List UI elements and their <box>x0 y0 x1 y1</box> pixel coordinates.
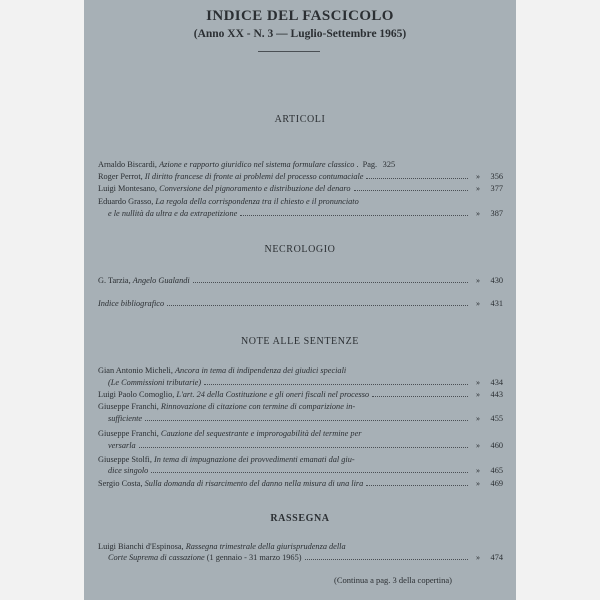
entry-page: 460 <box>490 441 503 450</box>
entry-text <box>98 298 164 310</box>
entry-page: 325 <box>382 160 396 169</box>
entry-page: 431 <box>490 299 503 308</box>
ditto-mark: » <box>476 441 480 450</box>
entry-title: In tema di impugnazione dei provvedimenti emanati dal giu- <box>154 455 355 464</box>
index-entry <box>98 196 503 208</box>
entry-author: Luigi Montesano, <box>98 184 157 193</box>
entry-page: 387 <box>490 209 503 218</box>
entry-title: L'art. 24 della Costituzione e gli oneri fiscali nel processo <box>176 390 370 399</box>
page-title: INDICE DEL FASCICOLO <box>206 8 394 24</box>
entry-title-cont: Corte Suprema di cassazione <box>108 553 205 562</box>
dot-leader <box>240 208 468 216</box>
page-label: Pag. <box>362 160 378 169</box>
entry-title: Cauzione del sequestrante e improrogabilità del termine per <box>160 429 362 438</box>
entry-author: G. Tarzia, <box>98 276 131 285</box>
entry-author: Giuseppe Franchi, <box>98 429 159 438</box>
dot-leader <box>151 465 468 473</box>
index-entry-continuation <box>108 377 503 389</box>
entry-page: 434 <box>490 378 503 387</box>
section-heading-necrologio: NECROLOGIO <box>264 244 336 255</box>
entry-author: Sergio Costa, <box>98 479 143 488</box>
index-entry <box>98 275 503 287</box>
ditto-mark: » <box>476 209 480 218</box>
index-entry-continuation <box>108 413 503 425</box>
index-entry <box>98 389 503 401</box>
entry-author: Luigi Bianchi d'Espinosa, <box>98 542 184 551</box>
entry-text <box>108 465 148 477</box>
entry-text <box>108 377 201 389</box>
entry-text <box>98 171 363 183</box>
entry-page: 443 <box>490 390 503 399</box>
entry-title-cont: (Le Commissioni tributarie) <box>108 378 202 387</box>
ditto-mark: » <box>476 378 480 387</box>
entry-title: Rinnovazione di citazione con termine di comparizione in- <box>160 402 356 411</box>
section-heading-note: NOTE ALLE SENTENZE <box>240 336 359 347</box>
entry-page: 430 <box>490 276 503 285</box>
entry-text <box>108 552 302 564</box>
entry-author: Arnaldo Biscardi, <box>98 160 157 169</box>
title-divider <box>258 51 320 52</box>
dot-leader <box>372 389 468 397</box>
index-entry-continuation <box>108 208 503 220</box>
index-entry <box>98 171 503 183</box>
dot-leader <box>145 413 468 421</box>
index-entry-continuation <box>108 465 503 477</box>
index-entry <box>98 365 503 377</box>
entry-page: 474 <box>490 553 503 562</box>
entry-title: Azione e rapporto giuridico nel sistema formulare classico <box>159 160 355 169</box>
entry-page: 469 <box>490 479 503 488</box>
index-entry <box>98 159 503 171</box>
dot-leader <box>354 183 469 191</box>
dot-leader <box>167 298 468 306</box>
index-entry <box>98 478 503 490</box>
entry-title: Sulla domanda di risarcimento del danno nella misura di una lira <box>144 479 364 488</box>
entry-text <box>98 365 346 377</box>
entry-author: Giuseppe Stolfi, <box>98 455 152 464</box>
index-entry <box>98 298 503 310</box>
ditto-mark: » <box>476 466 480 475</box>
entry-author: Roger Perrot, <box>98 172 143 181</box>
ditto-mark: » <box>476 172 480 181</box>
dot-leader <box>366 171 468 179</box>
entry-dates: (1 gennaio - 31 marzo 1965) <box>206 553 302 562</box>
dot-leader <box>366 478 468 486</box>
ditto-mark: » <box>476 479 480 488</box>
entry-text <box>98 428 361 440</box>
ditto-mark: » <box>476 276 480 285</box>
dot-leader <box>305 552 469 560</box>
entry-page: 377 <box>490 184 503 193</box>
entry-text <box>108 413 142 425</box>
entry-author: Luigi Paolo Comoglio, <box>98 390 175 399</box>
entry-title-cont: sufficiente <box>108 414 143 423</box>
section-heading-articoli: ARTICOLI <box>274 114 326 125</box>
entry-text <box>98 389 369 401</box>
ditto-mark: » <box>476 553 480 562</box>
entry-text <box>98 478 363 490</box>
entry-title: Ancora in tema di indipendenza dei giudici speciali <box>174 366 347 375</box>
entry-author: Giuseppe Franchi, <box>98 402 159 411</box>
dot-leader <box>204 377 468 385</box>
index-entry <box>98 183 503 195</box>
dot-leader <box>193 275 468 283</box>
entry-page: 356 <box>490 172 503 181</box>
entry-author: Gian Antonio Micheli, <box>98 366 173 375</box>
ditto-mark: » <box>476 184 480 193</box>
entry-title: Il diritto francese di fronte ai problemi del processo contumaciale <box>144 172 364 181</box>
dot-leader <box>139 440 468 448</box>
ditto-mark: » <box>476 299 480 308</box>
entry-text <box>98 401 355 413</box>
entry-text <box>108 440 136 452</box>
entry-text <box>108 208 237 220</box>
entry-title-cont: versarla <box>108 441 136 450</box>
entry-title: Rassegna trimestrale della giurisprudenza della <box>185 542 346 551</box>
continuation-note: (Continua a pag. 3 della copertina) <box>334 575 453 585</box>
entry-title: Indice bibliografico <box>98 299 165 308</box>
entry-text <box>98 196 359 208</box>
section-heading-rassegna: RASSEGNA <box>270 513 330 524</box>
entry-text: Arnaldo Biscardi, Azione e rapporto giuridico nel sistema formulare classico . <box>98 160 359 169</box>
entry-title-cont: e le nullità da ultra e da extrapetizione <box>108 209 238 218</box>
issue-subtitle: (Anno XX - N. 3 — Luglio-Settembre 1965) <box>193 28 407 40</box>
entry-text <box>98 183 351 195</box>
index-entry-continuation <box>108 440 503 452</box>
ditto-mark: » <box>476 390 480 399</box>
index-entry-continuation <box>108 552 503 564</box>
entry-text <box>98 275 190 287</box>
entry-title: Angelo Gualandi <box>132 276 190 285</box>
entry-title: Conversione del pignoramento e distribuzione del denaro <box>159 184 351 193</box>
entry-page: 455 <box>490 414 503 423</box>
index-entry <box>98 428 503 440</box>
entry-title-cont: dice singolo <box>108 466 149 475</box>
entry-author: Eduardo Grasso, <box>98 197 154 206</box>
index-page <box>84 0 516 600</box>
entry-title: La regola della corrispondenza tra il chiesto e il pronunciato <box>155 197 359 206</box>
ditto-mark: » <box>476 414 480 423</box>
entry-page: 465 <box>490 466 503 475</box>
index-entry <box>98 401 503 413</box>
